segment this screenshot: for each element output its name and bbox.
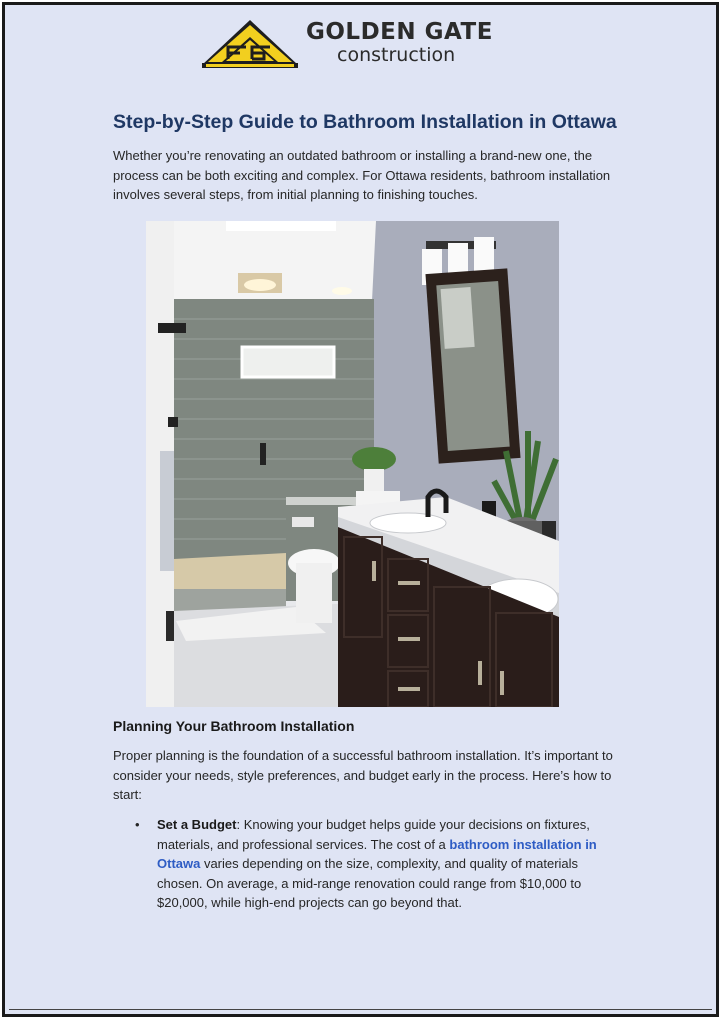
page-bottom-rule (9, 1009, 712, 1010)
bullet-text-after-link: varies depending on the size, complexity, and quality of materials chosen. On average, a mid-range renovation could range from $10,000 to $20,000, while high-end projects can go beyond that. (157, 856, 582, 910)
logo-subtitle: construction (337, 44, 456, 66)
planning-paragraph: Proper planning is the foundation of a successful bathroom installation. It’s important to consider your needs, style preferences, and budget early in the process. Here’s how to start: (113, 748, 613, 802)
list-item (135, 815, 605, 913)
document-page (2, 2, 719, 1017)
section-heading-planning: Planning Your Bathroom Installation (113, 718, 355, 734)
intro-paragraph: Whether you’re renovating an outdated bathroom or installing a brand-new one, the process can be both exciting and complex. For Ottawa residents, bathroom installation involves several steps, from initial planning to finishing touches. (113, 148, 611, 202)
company-logo (198, 17, 508, 69)
bullet-lead-text: Set a Budget (157, 817, 237, 832)
bathroom-photo (146, 221, 559, 707)
bathroom-installation-link[interactable]: bathroom installation in Ottawa (157, 836, 597, 871)
page-title: Step-by-Step Guide to Bathroom Installation in Ottawa (113, 111, 617, 133)
golden-gate-logo-icon (198, 17, 302, 69)
bullet-marker: • (135, 817, 140, 832)
planning-bullet-list (135, 815, 605, 913)
logo-wordmark: GOLDEN GATE (306, 19, 493, 45)
bullet-text-before-link: : Knowing your budget helps guide your decisions on fixtures, materials, and professional services. The cost of a (157, 817, 590, 852)
